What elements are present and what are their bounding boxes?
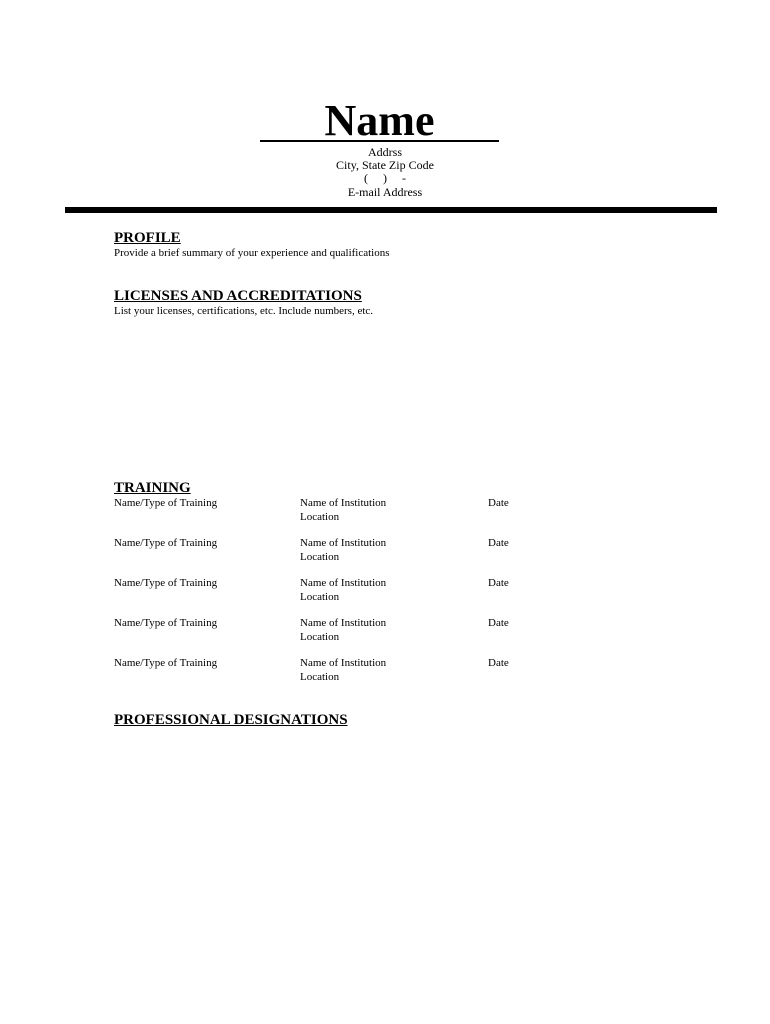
- licenses-description: List your licenses, certifications, etc. Include numbers, etc.: [114, 305, 374, 317]
- training-type: Name/Type of Training: [114, 577, 218, 589]
- training-date: Date: [488, 537, 509, 549]
- training-row: [0, 497, 770, 525]
- training-row: [0, 657, 770, 685]
- training-location: Location: [300, 671, 340, 683]
- training-institution: Name of Institution: [300, 617, 387, 629]
- training-institution: Name of Institution: [300, 537, 387, 549]
- training-institution: Name of Institution: [300, 577, 387, 589]
- training-date: Date: [488, 497, 509, 509]
- training-location: Location: [300, 631, 340, 643]
- training-row: [0, 537, 770, 565]
- training-date: Date: [488, 577, 509, 589]
- training-type: Name/Type of Training: [114, 497, 218, 509]
- training-institution: Name of Institution: [300, 497, 387, 509]
- training-row: [0, 577, 770, 605]
- training-date: Date: [488, 617, 509, 629]
- profile-description: Provide a brief summary of your experience and qualifications: [114, 247, 390, 259]
- training-type: Name/Type of Training: [114, 617, 218, 629]
- name-heading-underlined: [260, 96, 499, 145]
- training-location: Location: [300, 591, 340, 603]
- header-divider: [65, 207, 717, 213]
- training-date: Date: [488, 657, 509, 669]
- training-location: Location: [300, 511, 340, 523]
- training-type: Name/Type of Training: [114, 537, 218, 549]
- licenses-title: LICENSES AND ACCREDITATIONS: [114, 288, 362, 304]
- training-location: Location: [300, 551, 340, 563]
- designations-title: PROFESSIONAL DESIGNATIONS: [114, 712, 348, 728]
- training-row: [0, 617, 770, 645]
- training-title: TRAINING: [114, 480, 191, 496]
- email-line: E-mail Address: [347, 185, 423, 199]
- city-state-zip-line: City, State Zip Code: [336, 158, 434, 172]
- profile-title: PROFILE: [114, 230, 181, 246]
- training-type: Name/Type of Training: [114, 657, 218, 669]
- name-heading: Name: [324, 96, 435, 145]
- phone-line: ( ) -: [364, 171, 406, 185]
- address-line: Addrss: [367, 145, 402, 159]
- training-institution: Name of Institution: [300, 657, 387, 669]
